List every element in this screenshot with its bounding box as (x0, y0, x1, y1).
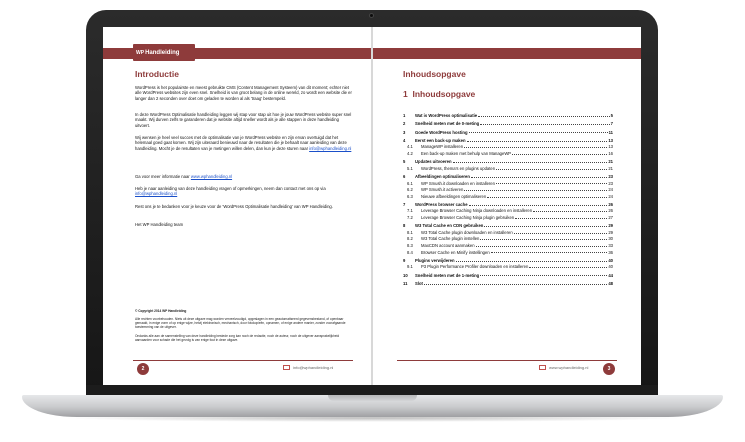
paragraph-5-text: Heb je naar aanleiding van deze handleiding vragen of opmerkingen, neem dan contact met ons op via (135, 186, 326, 191)
toc-entry-title: W3 Total Cache en CDN gebruiken (415, 223, 484, 229)
toc-entry[interactable] (403, 235, 613, 242)
toc-entry-number: 11 (403, 280, 408, 286)
toc-entry-title: P3 Plugin Performance Profiler downloaden en installeren (421, 264, 529, 270)
toc-entry-page: 21 (608, 165, 613, 171)
toc-leader (471, 177, 607, 178)
toc-leader (491, 252, 608, 253)
toc-entry-title: Leverage Browser Caching Ninja plugin gebruiken (421, 215, 515, 221)
toc-leader (512, 154, 607, 155)
toc-leader (469, 132, 608, 133)
toc-entry[interactable] (403, 149, 613, 156)
toc-entry[interactable] (403, 179, 613, 186)
toc-leader (480, 239, 607, 240)
left-page (103, 27, 371, 385)
toc-entry[interactable] (403, 192, 613, 199)
toc-entry-page: 26 (608, 201, 613, 207)
envelope-icon (283, 365, 290, 370)
toc-entry-page: 40 (608, 264, 613, 270)
toc-entry-number: 7 (403, 201, 406, 207)
toc-entry[interactable] (403, 263, 613, 270)
toc-entry-title: Snelheid meten met de 0-meting (415, 121, 480, 127)
toc-entry-page: 11 (608, 129, 613, 135)
toc-entry[interactable] (403, 200, 613, 207)
toc-entry-number: 3 (403, 129, 406, 135)
toc-entry-page: 24 (608, 187, 613, 193)
toc-leader (456, 261, 608, 262)
toc-entry[interactable] (403, 172, 613, 179)
toc-entry-page: 30 (608, 236, 613, 242)
screen (103, 27, 641, 385)
toc-leader (487, 197, 607, 198)
toc-entry-page: 13 (608, 137, 613, 143)
toc-entry-page: 48 (608, 280, 613, 286)
toc-entry-title: W3 Total Cache plugin downloaden en installeren (421, 229, 513, 235)
toc-entry[interactable] (403, 279, 613, 286)
footer-website-text: www.wphandleiding.nl (549, 365, 589, 370)
monitor-icon (539, 365, 546, 370)
toc-entry-number: 7.2 (407, 215, 413, 221)
toc-entry-title: WordPress browser cache (415, 201, 468, 207)
toc-entry-page: 23 (608, 173, 613, 179)
toc-entry-number: 8.4 (407, 249, 413, 255)
toc-entry[interactable] (403, 186, 613, 193)
toc-entry-page: 7 (610, 121, 613, 127)
toc-entry-title: Afbeeldingen optimaliseren (415, 173, 470, 179)
toc-entry-number: 6.2 (407, 187, 413, 193)
toc-entry-number: 4.1 (407, 144, 413, 150)
toc-entry-page: 5 (610, 113, 613, 119)
toc-entry-number: 6 (403, 173, 406, 179)
footer-line (397, 360, 617, 361)
toc-entry-number: 8 (403, 223, 406, 229)
toc-entry-number: 10 (403, 272, 408, 278)
toc-entry-number: 4 (403, 137, 406, 143)
toc-entry-page: 23 (608, 180, 613, 186)
toc-leader (480, 275, 607, 276)
toc-entry-number: 7.1 (407, 208, 413, 214)
toc-entry-title: Browser Cache en Minify instellingen (421, 249, 490, 255)
toc-leader (514, 233, 608, 234)
toc-leader (529, 267, 607, 268)
toc-entry[interactable] (403, 271, 613, 278)
toc-leader (484, 226, 607, 227)
paragraph-4-text: Ga voor meer informatie naar (135, 174, 190, 179)
right-page (373, 27, 641, 385)
toc-leader (478, 116, 610, 117)
toc-entry[interactable] (403, 164, 613, 171)
toc-entry-title: Een back-up maken met behulp van ManageWP (421, 150, 512, 156)
camera-icon (369, 13, 374, 18)
footer-website (539, 365, 588, 370)
toc-leader (476, 246, 608, 247)
toc-entry[interactable] (403, 241, 613, 248)
page-number: 3 (603, 363, 615, 375)
toc-entry[interactable] (403, 222, 613, 229)
toc-entry-number: 8.1 (407, 229, 413, 235)
toc-entry-number: 6.3 (407, 193, 413, 199)
toc-entry[interactable] (403, 120, 613, 127)
page-title: Inhoudsopgave (403, 69, 466, 79)
toc-entry[interactable] (403, 207, 613, 214)
toc-entry[interactable] (403, 213, 613, 220)
legal-text-1: Alle rechten voorbehouden. Niets uit deze uitgave mag worden verveelvoudigd, opgeslagen in een geautomatiseerd gegevensbestand, of openbaar gemaakt, in enige vorm of op enige wijze, hetzij elektronisch, mechanisch, door fotokopieën, opnamen, of enige andere manier, zonder voorafgaande toestemming van de uitgever. (135, 317, 346, 330)
laptop-notch (328, 395, 417, 401)
toc-leader (469, 205, 608, 206)
toc-leader (464, 147, 607, 148)
toc-heading-text: Inhoudsopgave (412, 89, 476, 99)
toc-entry-page: 33 (608, 243, 613, 249)
toc-entry-title: WP Smush.it downloaden en installeren (421, 180, 495, 186)
toc-leader (453, 162, 608, 163)
toc-entry-page: 27 (608, 215, 613, 221)
toc-entry-title: Leverage Browser Caching Ninja downloaden en installeren (421, 208, 533, 214)
toc-heading (403, 89, 475, 99)
page-number: 2 (137, 363, 149, 375)
footer-email-text: info@wphandleiding.nl (293, 365, 334, 370)
toc-entry-number: 1 (403, 113, 406, 119)
toc-entry-number: 5.1 (407, 165, 413, 171)
toc-entry[interactable] (403, 256, 613, 263)
intro-paragraph-6: Rest ons je te bedanken voor je keuze voor de 'WordPress Optimalisatie handleiding' van WP Handleiding. (135, 204, 333, 209)
intro-paragraph-4 (135, 174, 353, 179)
legal-text-2: Ondanks alle aan de samenstelling van deze handleiding bestede zorg kan noch de redactie, noch de auteur, noch de uitgever aansprakelijkheid aanvaarden voor schade die het gevolg is van enige fout in deze uitgave. (135, 334, 340, 343)
email-link[interactable]: info@wphandleiding.nl (309, 145, 352, 151)
toc-entry[interactable] (403, 128, 613, 135)
toc-heading-number: 1 (403, 89, 408, 99)
toc-entry-page: 13 (608, 144, 613, 150)
intro-paragraph-2: In deze WordPress Optimalisatie handleiding leggen wij stap voor stap uit hoe je jouw WordPress website super snel maakt. Wij durven zelfs te garanderen dat je website altijd sneller wordt als je alle stappen in deze handleiding uitvoert. (135, 112, 352, 128)
toc-entry[interactable] (403, 112, 613, 119)
toc-entry-page: 29 (608, 229, 613, 235)
toc-leader (515, 218, 607, 219)
toc-entry-page: 36 (608, 249, 613, 255)
intro-paragraph-5 (135, 186, 353, 197)
toc-entry-title: Nieuwe afbeeldingen optimaliseren (421, 193, 487, 199)
footer-email (283, 365, 333, 370)
toc-entry-page: 24 (608, 193, 613, 199)
intro-paragraph-7: Het WP Handleiding team (135, 222, 184, 227)
toc-entry-number: 2 (403, 121, 406, 127)
toc-entry-page: 40 (608, 257, 613, 263)
toc-entry-number: 5 (403, 159, 406, 165)
footer-line (133, 360, 353, 361)
toc-entry-title: WP Smush.it activeren (421, 187, 464, 193)
toc-entry-page: 29 (608, 223, 613, 229)
toc-entry-title: Slot (415, 280, 423, 286)
toc-entry-title: Wat is WordPress optimalisatie (415, 113, 478, 119)
toc-entry-title: Eerst een back-up maken (415, 137, 466, 143)
toc-entry-title: WordPress, thema's en plugins updaten (421, 165, 496, 171)
header-band (373, 48, 641, 59)
logo-text: Handleiding (145, 49, 180, 56)
toc-entry-title: MaxCDN account aanmaken (421, 243, 475, 249)
website-link[interactable]: www.wphandleiding.nl (190, 174, 233, 179)
toc-leader (480, 124, 609, 125)
toc-entry-title: ManageWP installeren (421, 144, 464, 150)
toc-entry-title: Goede WordPress hosting (415, 129, 468, 135)
toc-entry-title: Snelheid meten met de 1-meting (415, 272, 480, 278)
copyright: © Copyright 2014 WP Handleiding (135, 309, 187, 313)
laptop-chin (86, 385, 658, 395)
toc-entry-page: 44 (608, 272, 613, 278)
logo-prefix: WP (136, 49, 145, 56)
toc-leader (533, 211, 607, 212)
toc-entry-number: 6.1 (407, 180, 413, 186)
toc-leader (496, 183, 607, 184)
toc-entry-number: 8.3 (407, 243, 413, 249)
toc-entry-title: W3 Total Cache plugin instellen (421, 236, 480, 242)
intro-paragraph-3 (135, 135, 353, 151)
toc-entry-page: 16 (608, 150, 613, 156)
toc-entry-title: Plugins verwijderen (415, 257, 455, 263)
toc-entry-page: 26 (608, 208, 613, 214)
table-of-contents (403, 110, 613, 286)
toc-entry-number: 8.2 (407, 236, 413, 242)
toc-entry-title: Updates uitvoeren (415, 159, 452, 165)
contact-email-link[interactable]: info@wphandleiding.nl (135, 191, 178, 197)
toc-entry-page: 21 (608, 159, 613, 165)
toc-leader (496, 169, 607, 170)
toc-entry[interactable] (403, 228, 613, 235)
toc-entry-number: 4.2 (407, 150, 413, 156)
toc-entry[interactable] (403, 158, 613, 165)
toc-entry[interactable] (403, 136, 613, 143)
toc-leader (467, 141, 608, 142)
toc-leader (424, 284, 607, 285)
toc-entry-number: 9.1 (407, 264, 413, 270)
page-title: Introductie (135, 69, 179, 79)
logo (133, 44, 195, 61)
intro-paragraph-1: WordPress is het populairste en meest gebruikte CMS (Content Management Systeem) van dit moment; echter niet alle WordPress websites zijn even snel. Snelheid is van groot belang in de online wereld, zo wordt een website die er langer dan 2 seconden over doet om geladen te worden al als 'traag' bestempeld. (135, 85, 352, 101)
paragraph-3-text: Wij wensen je heel veel succes met de optimalisatie van je WordPress website en zijn ervan overtuigd dat het helemaal goed gaat komen. Wij zijn uiteraard benieuwd naar de resultaten die je behaalt naar aanleiding van deze handleiding. Mocht je de resultaten van je metingen willen delen, dan kun je deze sturen naar (135, 135, 347, 151)
toc-entry-number: 9 (403, 257, 406, 263)
toc-entry[interactable] (403, 143, 613, 150)
toc-entry[interactable] (403, 248, 613, 255)
toc-leader (464, 190, 607, 191)
